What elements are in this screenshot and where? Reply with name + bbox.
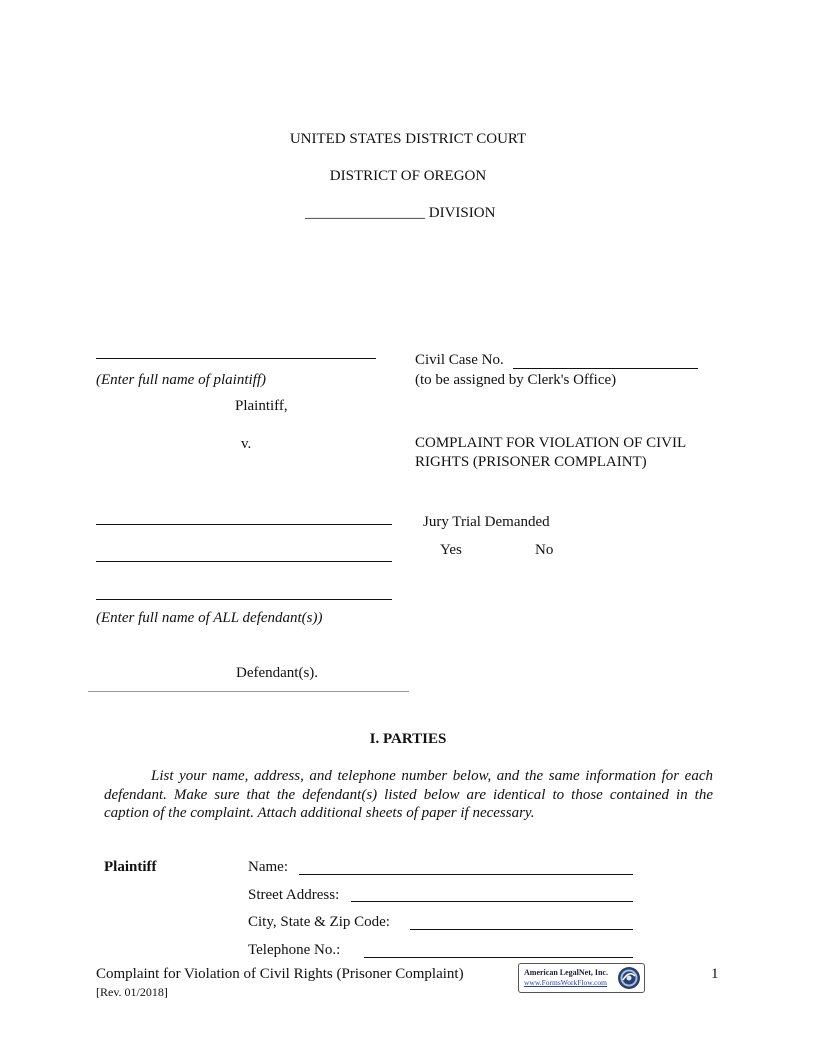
defendants-hint: (Enter full name of ALL defendant(s)) (96, 610, 323, 626)
phone-field[interactable] (364, 957, 633, 958)
division-line (305, 205, 495, 222)
division-blank[interactable]: ________________ (305, 205, 425, 221)
division-label: DIVISION (428, 205, 496, 221)
caption-divider (88, 691, 409, 692)
plaintiff-name-line[interactable] (96, 358, 376, 359)
case-number-line[interactable] (513, 368, 698, 369)
plaintiff-hint: (Enter full name of plaintiff) (96, 372, 266, 388)
court-name: UNITED STATES DISTRICT COURT (289, 131, 527, 147)
logo-url[interactable]: www.FormsWorkFlow.com (524, 978, 608, 987)
defendant-name-line-1[interactable] (96, 524, 392, 525)
versus-label: v. (241, 436, 252, 452)
parties-instructions-text: List your name, address, and telephone number below, and the same information for each defendant. Make sure that the defendant(s) listed below are identical to those contained in the caption of the complaint. Attach additional sheets of paper if necessary. (104, 768, 713, 821)
street-field[interactable] (351, 901, 633, 902)
american-legalnet-logo[interactable] (518, 963, 645, 993)
case-number-note: (to be assigned by Clerk's Office) (415, 372, 617, 388)
name-field-label: Name: (248, 859, 288, 875)
logo-company: American LegalNet, Inc. (524, 968, 608, 977)
jury-no-option[interactable]: No (535, 542, 554, 558)
name-field[interactable] (299, 874, 633, 875)
complaint-title-line1: COMPLAINT FOR VIOLATION OF CIVIL (415, 435, 687, 451)
jury-yes-option[interactable]: Yes (440, 542, 462, 558)
defendants-label: Defendant(s). (236, 665, 319, 681)
city-field[interactable] (410, 929, 633, 930)
defendant-name-line-2[interactable] (96, 561, 392, 562)
defendant-name-line-3[interactable] (96, 599, 392, 600)
footer-revision: [Rev. 01/2018] (96, 985, 168, 999)
plaintiff-label: Plaintiff, (235, 398, 288, 414)
phone-field-label: Telephone No.: (248, 942, 341, 958)
jury-trial-label: Jury Trial Demanded (423, 514, 550, 530)
city-field-label: City, State & Zip Code: (248, 914, 390, 930)
parties-heading: I. PARTIES (369, 731, 447, 747)
plaintiff-section-label: Plaintiff (104, 859, 157, 875)
page-number: 1 (711, 966, 719, 982)
street-field-label: Street Address: (248, 887, 340, 903)
parties-instructions (104, 767, 713, 823)
complaint-title-line2: RIGHTS (PRISONER COMPLAINT) (415, 454, 647, 470)
globe-icon (617, 966, 641, 990)
case-number-label: Civil Case No. (415, 352, 504, 368)
footer-title: Complaint for Violation of Civil Rights (Prisoner Complaint) (96, 966, 464, 982)
district-name: DISTRICT OF OREGON (329, 168, 487, 184)
